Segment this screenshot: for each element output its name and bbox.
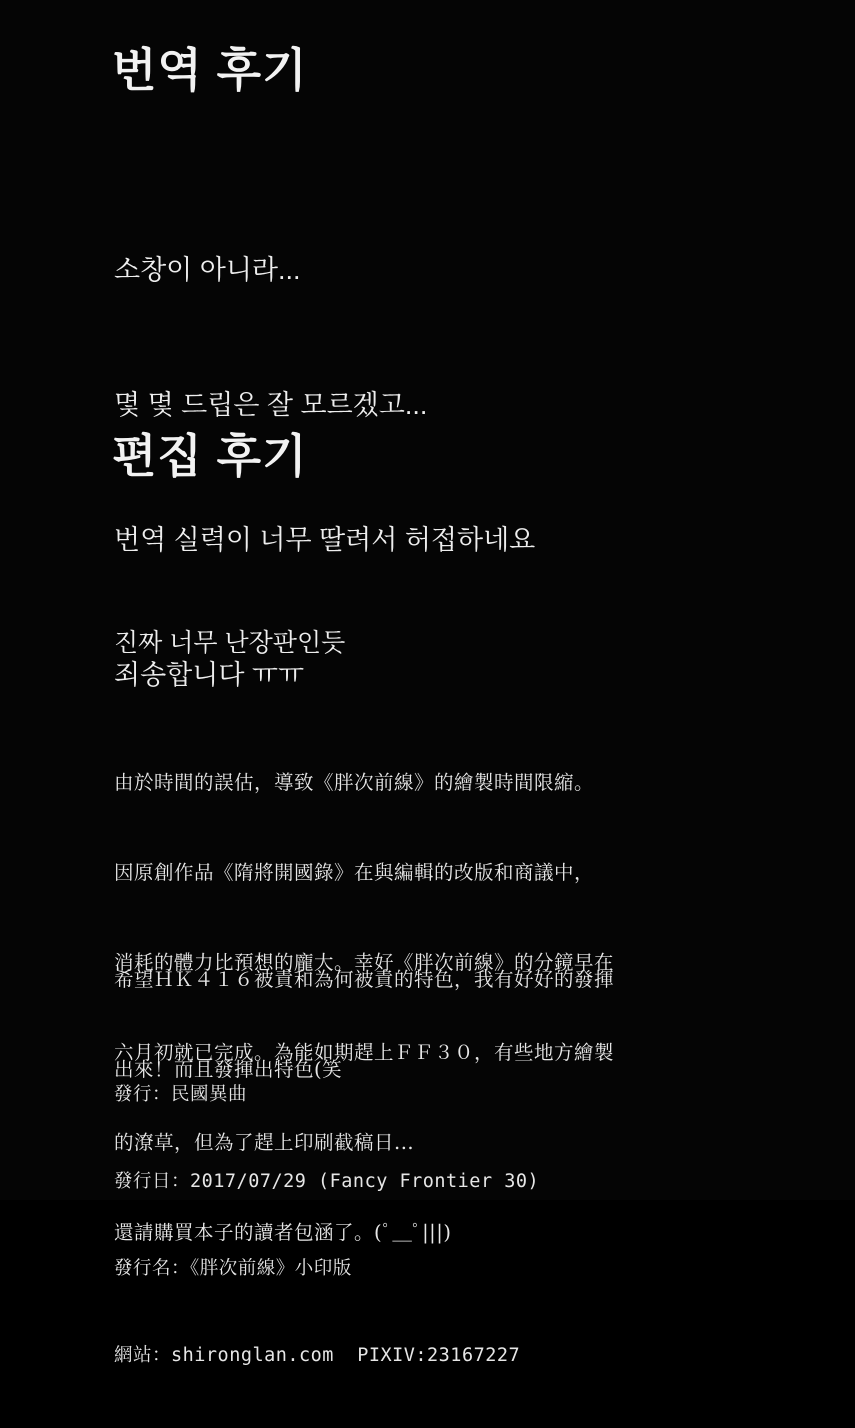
afterword-p2-line-2: 出來！而且發揮出特色(笑 bbox=[114, 1058, 343, 1081]
colophon bbox=[114, 1022, 539, 1428]
afterword-p1-line-6: 還請購買本子的讀者包涵了。(ﾟ＿ﾟ|||) bbox=[114, 1221, 452, 1244]
colophon-website: 網站：shironglan.com PIXIV:23167227 bbox=[114, 1345, 521, 1366]
translator-line-4: 죄송합니다 ㅠㅠ bbox=[114, 660, 305, 690]
colophon-release-date: 發行日：2017/07/29 (Fancy Frontier 30) bbox=[114, 1171, 540, 1192]
colophon-title: 發行名：《胖次前線》小印版 bbox=[114, 1258, 352, 1279]
afterword-p1-line-1: 由於時間的誤估，導致《胖次前線》的繪製時間限縮。 bbox=[114, 771, 595, 794]
colophon-publisher: 發行：民國異曲 bbox=[114, 1084, 248, 1105]
afterword-p1-line-3: 消耗的體力比預想的龐大。幸好《胖次前線》的分鏡早在 bbox=[114, 951, 615, 974]
afterword-p2-line-1: 希望ＨＫ４１６被責和為何被責的特色，我有好好的發揮 bbox=[114, 968, 615, 991]
translator-line-3: 번역 실력이 너무 딸려서 허접하네요 bbox=[114, 525, 536, 555]
translator-afterword-heading: 번역 후기 bbox=[112, 44, 308, 96]
afterword-p1-line-4: 六月初就已完成。為能如期趕上ＦＦ３０，有些地方繪製 bbox=[114, 1041, 615, 1064]
translator-line-1: 소창이 아니라... bbox=[114, 255, 301, 285]
afterword-p1-line-2: 因原創作品《隋將開國錄》在與編輯的改版和商議中， bbox=[114, 861, 595, 884]
editor-line-1: 진짜 너무 난장판인듯 bbox=[114, 629, 346, 657]
translator-line-2: 몇 몇 드립은 잘 모르겠고... bbox=[114, 390, 428, 420]
editor-afterword-heading: 편집 후기 bbox=[112, 430, 308, 482]
afterword-p1-line-5: 的潦草，但為了趕上印刷截稿日... bbox=[114, 1131, 415, 1154]
